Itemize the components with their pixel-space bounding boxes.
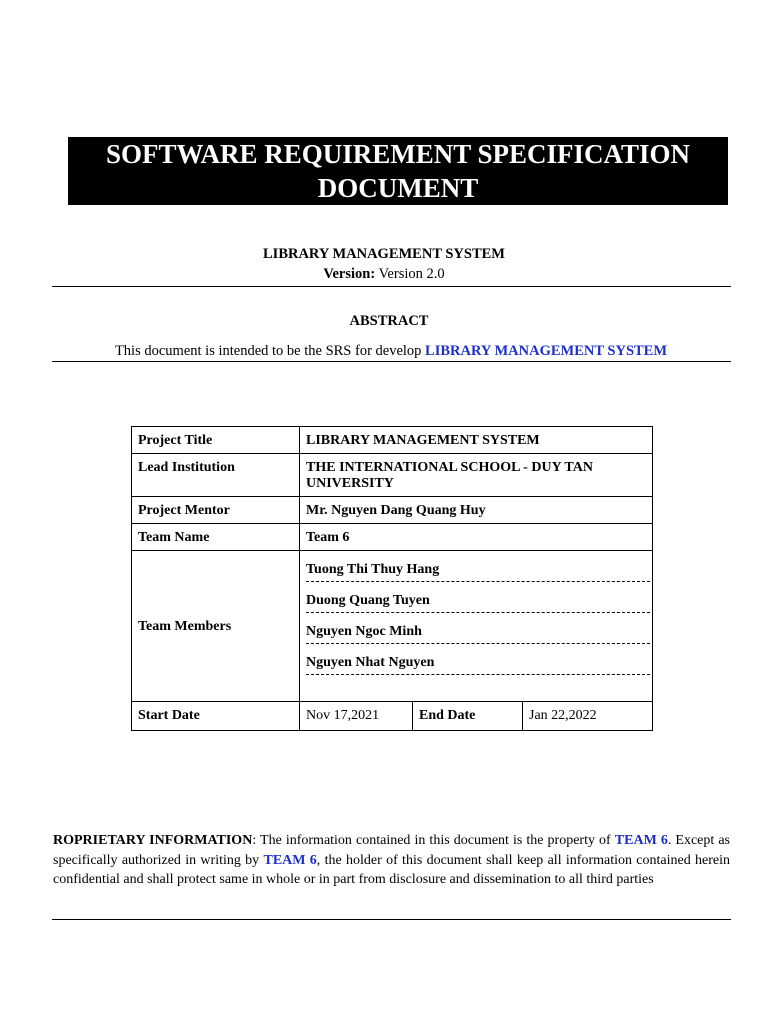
document-title-line1: SOFTWARE REQUIREMENT SPECIFICATION	[105, 139, 691, 169]
divider-abstract	[52, 361, 731, 362]
project-title-label: Project Title	[132, 427, 300, 454]
proprietary-text-3: , the holder of this document shall keep all information contained herein confidential and shall protect same in whole or in part from disclosure and dissemination to all third parties	[53, 852, 730, 887]
proprietary-notice	[53, 831, 730, 890]
start-date-label: Start Date	[132, 702, 300, 731]
project-mentor-value: Mr. Nguyen Dang Quang Huy	[300, 497, 653, 524]
divider-top	[52, 286, 731, 287]
table-row	[132, 524, 653, 551]
proprietary-heading: ROPRIETARY INFORMATION	[53, 833, 253, 848]
proprietary-text-2: . Except as specifically authorized in writing by	[53, 833, 730, 868]
document-title-line2: DOCUMENT	[317, 173, 479, 203]
system-name: LIBRARY MANAGEMENT SYSTEM	[263, 246, 505, 262]
table-row	[132, 427, 653, 454]
document-title-banner	[68, 137, 728, 205]
start-date-value: Nov 17,2021	[300, 702, 413, 731]
abstract-text-prefix: This document is intended to be the SRS for develop	[114, 343, 426, 359]
team-name-label: Team Name	[132, 524, 300, 551]
divider-bottom	[52, 919, 731, 920]
team-member-3: Nguyen Ngoc Minh	[306, 621, 650, 644]
team-name-value: Team 6	[300, 524, 653, 551]
table-row	[132, 702, 653, 731]
proprietary-text-1: : The information contained in this document is the property of	[252, 833, 615, 848]
table-row	[132, 454, 653, 497]
team-member-4: Nguyen Nhat Nguyen	[306, 652, 650, 675]
team-member-2: Duong Quang Tuyen	[306, 590, 650, 613]
table-row	[132, 551, 653, 702]
abstract-system-link: LIBRARY MANAGEMENT SYSTEM	[425, 343, 668, 359]
table-row	[132, 497, 653, 524]
project-mentor-label: Project Mentor	[132, 497, 300, 524]
lead-institution-value: THE INTERNATIONAL SCHOOL - DUY TAN UNIVERSITY	[300, 454, 653, 497]
project-title-value: LIBRARY MANAGEMENT SYSTEM	[300, 427, 653, 454]
end-date-label: End Date	[413, 702, 523, 731]
team-members-label: Team Members	[132, 551, 300, 702]
end-date-value: Jan 22,2022	[523, 702, 653, 731]
team-6-link-1: TEAM 6	[614, 833, 668, 848]
team-6-link-2: TEAM 6	[263, 852, 317, 868]
project-info-table	[131, 426, 653, 731]
version-value: Version 2.0	[378, 266, 445, 282]
lead-institution-label: Lead Institution	[132, 454, 300, 497]
abstract-text	[0, 343, 768, 360]
version-line	[0, 266, 768, 283]
abstract-heading: ABSTRACT	[349, 313, 429, 329]
team-members-list	[300, 551, 653, 702]
team-member-1: Tuong Thi Thuy Hang	[306, 559, 650, 582]
version-label: Version:	[323, 266, 376, 282]
